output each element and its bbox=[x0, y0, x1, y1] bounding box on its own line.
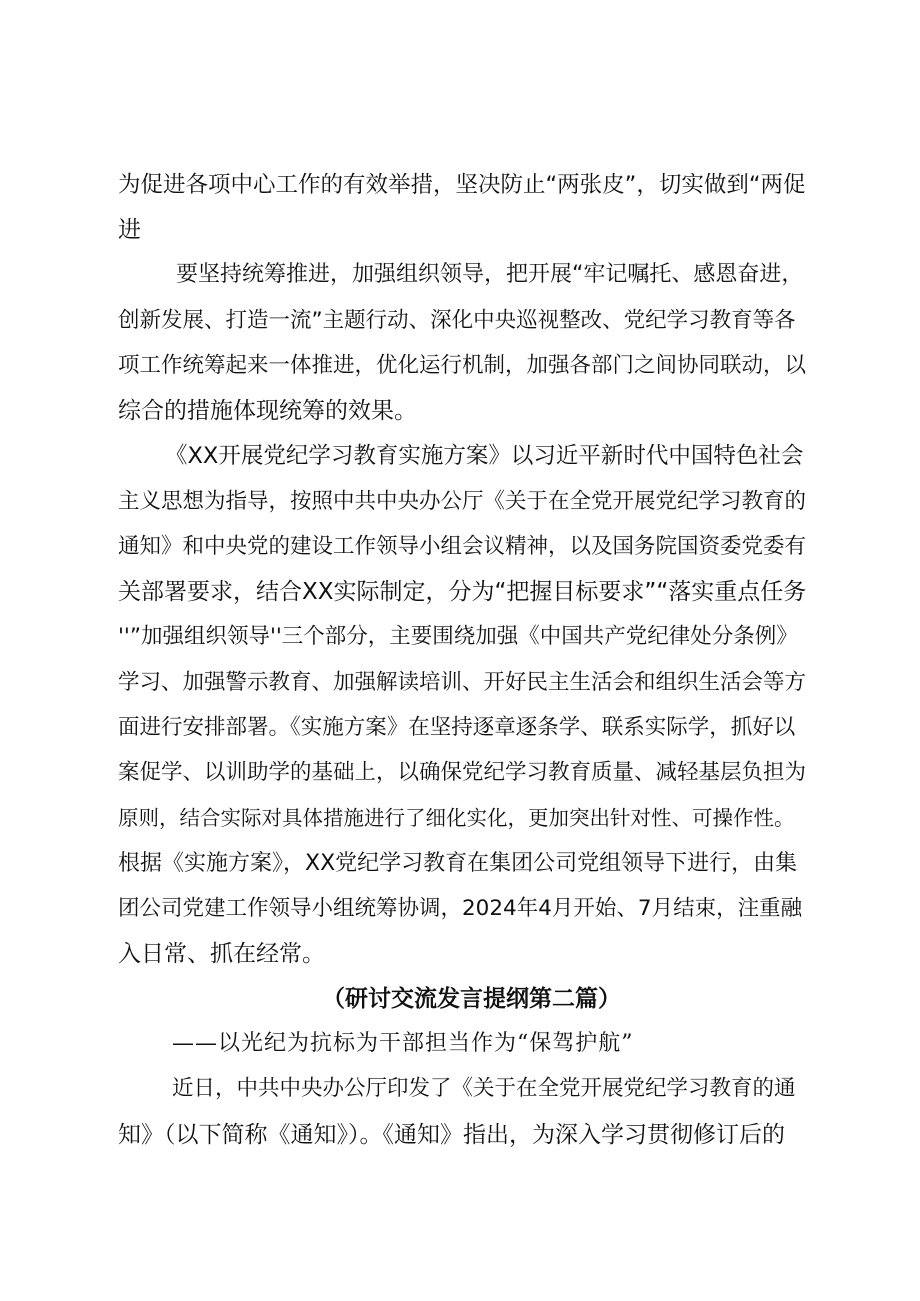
section-subtitle: ——以光纪为抗标为干部担当作为“保驾护航” bbox=[172, 1031, 634, 1056]
paragraph-3-line-4: 关部署要求，结合XX实际制定，分为“把握目标要求”“落实重点任务 bbox=[118, 579, 807, 605]
closing-paragraph-line-1: 近日，中共中央办公厅印发了《关于在全党开展党纪学习教育的通 bbox=[172, 1076, 796, 1101]
paragraph-3-line-10: 根据《实施方案》，XX党纪学习教育在集团公司党组领导下进行，由集 bbox=[118, 851, 798, 876]
paragraph-2-line-4: 综合的措施体现统筹的效果。 bbox=[118, 398, 417, 424]
closing-paragraph-line-2: 知》（以下简称《通知》）。《通知》指出，为深入学习贯彻修订后的 bbox=[118, 1122, 785, 1148]
paragraph-1-line-1: 为促进各项中心工作的有效举措，坚决防止“两张皮”，切实做到“两促 bbox=[118, 172, 806, 198]
paragraph-3-line-3: 通知》和中央党的建设工作领导小组会议精神，以及国务院国资委党委有 bbox=[118, 534, 807, 559]
paragraph-2-line-3: 项工作统筹起来一体推进，优化运行机制，加强各部门之间协同联动，以 bbox=[118, 353, 807, 378]
paragraph-3-line-8: 案促学、以训助学的基础上，以确保党纪学习教育质量、减轻基层负担为 bbox=[118, 760, 807, 785]
paragraph-3-line-11: 团公司党建工作领导小组统筹协调，2024年4月开始、7月结束，注重融 bbox=[118, 896, 803, 921]
paragraph-2-line-1: 要坚持统筹推进，加强组织领导，把开展“牢记嘱托、感恩奋进， bbox=[176, 262, 804, 287]
paragraph-3-line-12: 入日常、抓在经常。 bbox=[118, 941, 325, 967]
paragraph-3-line-9: 原则，结合实际对具体措施进行了细化实化，更加突出针对性、可操作性。 bbox=[118, 806, 795, 830]
section-heading: （研讨交流发言提纲第二篇） bbox=[322, 986, 621, 1012]
paragraph-3-line-2: 主义思想为指导，按照中共中央办公厅《关于在全党开展党纪学习教育的 bbox=[118, 489, 807, 514]
paragraph-3-line-5: ''”加强组织领导''三个部分，主要围绕加强《中国共产党纪律处分条例》 bbox=[118, 624, 798, 649]
paragraph-3-line-7: 面进行安排部署。《实施方案》在坚持逐章逐条学、联系实际学，抓好以 bbox=[118, 715, 796, 740]
paragraph-2-line-2: 创新发展、打造一流”主题行动、深化中央巡视整改、党纪学习教育等各 bbox=[118, 308, 796, 333]
paragraph-3-line-1: 《XX开展党纪学习教育实施方案》以习近平新时代中国特色社会 bbox=[165, 443, 804, 469]
paragraph-3-line-6: 学习、加强警示教育、加强解读培训、开好民主生活会和组织生活会等方 bbox=[118, 670, 807, 695]
paragraph-1-line-2: 进 bbox=[118, 217, 141, 243]
